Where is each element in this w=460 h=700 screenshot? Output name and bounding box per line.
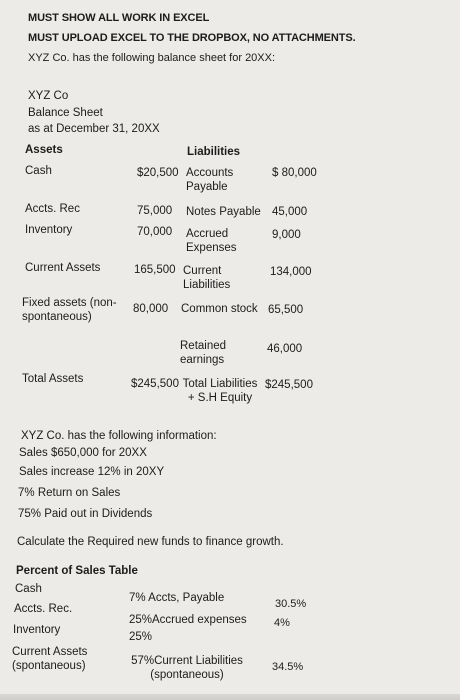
info-item: Calculate the Required new funds to finance growth. — [17, 536, 284, 548]
liability-label: Retained earnings — [180, 340, 227, 366]
liability-label: Accrued Expenses — [186, 228, 237, 254]
liabilities-header: Liabilities — [187, 146, 241, 158]
asset-value: 75,000 — [137, 205, 173, 217]
percent-asset-label: Current Assets (spontaneous) — [12, 646, 88, 672]
liability-value: 65,500 — [268, 304, 304, 316]
percent-table-title: Percent of Sales Table — [16, 565, 138, 577]
instruction-line-3: XYZ Co. has the following balance sheet for 20XX: — [28, 52, 276, 64]
asset-value: 80,000 — [133, 303, 169, 315]
percent-liability-label: 57%Current Liabilities (spontaneous) — [131, 655, 243, 681]
liability-label: Accounts Payable — [186, 167, 234, 193]
info-item: Sales increase 12% in 20XY — [19, 466, 165, 478]
statement-title: Balance Sheet — [28, 107, 103, 119]
asset-label: Total Assets — [22, 373, 84, 385]
asset-label: Current Assets — [25, 262, 101, 274]
company-name: XYZ Co — [28, 90, 69, 102]
asset-value: 70,000 — [137, 226, 173, 238]
info-item: 75% Paid out in Dividends — [18, 508, 153, 520]
percent-asset-label: Cash — [15, 583, 42, 595]
info-item: 7% Return on Sales — [18, 487, 121, 499]
asset-label: Inventory — [25, 224, 73, 236]
percent-liability-label: 7% Accts, Payable — [129, 592, 225, 604]
info-intro: XYZ Co. has the following information: — [21, 430, 217, 442]
instruction-line-1: MUST SHOW ALL WORK IN EXCEL — [28, 12, 210, 24]
statement-date: as at December 31, 20XX — [28, 123, 160, 135]
liability-label: Common stock — [181, 303, 258, 315]
info-item: Sales $650,000 for 20XX — [19, 447, 147, 459]
liability-value: 9,000 — [272, 229, 301, 241]
asset-value: $20,500 — [137, 167, 179, 179]
liability-label: Current Liabilities — [183, 265, 231, 291]
percent-liability-label: 25%Accrued expenses — [129, 614, 247, 626]
liability-label: Notes Payable — [186, 206, 261, 218]
page-bottom-edge — [0, 694, 460, 700]
asset-label: Cash — [25, 165, 52, 177]
asset-label: Accts. Rec — [25, 203, 80, 215]
instruction-line-2: MUST UPLOAD EXCEL TO THE DROPBOX, NO ATTACHMENTS. — [28, 32, 356, 44]
asset-value: 165,500 — [134, 264, 176, 276]
asset-value: $245,500 — [131, 378, 179, 390]
percent-liability-value: 4% — [274, 617, 290, 629]
liability-value: 134,000 — [270, 266, 312, 278]
percent-asset-label: Accts. Rec. — [14, 603, 73, 615]
liability-value: 46,000 — [267, 343, 303, 355]
percent-asset-label: Inventory — [13, 624, 61, 636]
liability-value: 45,000 — [272, 206, 308, 218]
percent-liability-label: 25% — [129, 631, 153, 643]
percent-liability-value: 34.5% — [272, 661, 304, 673]
assets-header: Assets — [25, 144, 63, 156]
liability-value: $ 80,000 — [272, 167, 317, 179]
asset-label: Fixed assets (non-spontaneous) — [22, 297, 117, 323]
liability-label: Total Liabilities + S.H Equity — [182, 378, 258, 404]
liability-value: $245,500 — [265, 379, 313, 391]
percent-liability-value: 30.5% — [275, 598, 307, 610]
